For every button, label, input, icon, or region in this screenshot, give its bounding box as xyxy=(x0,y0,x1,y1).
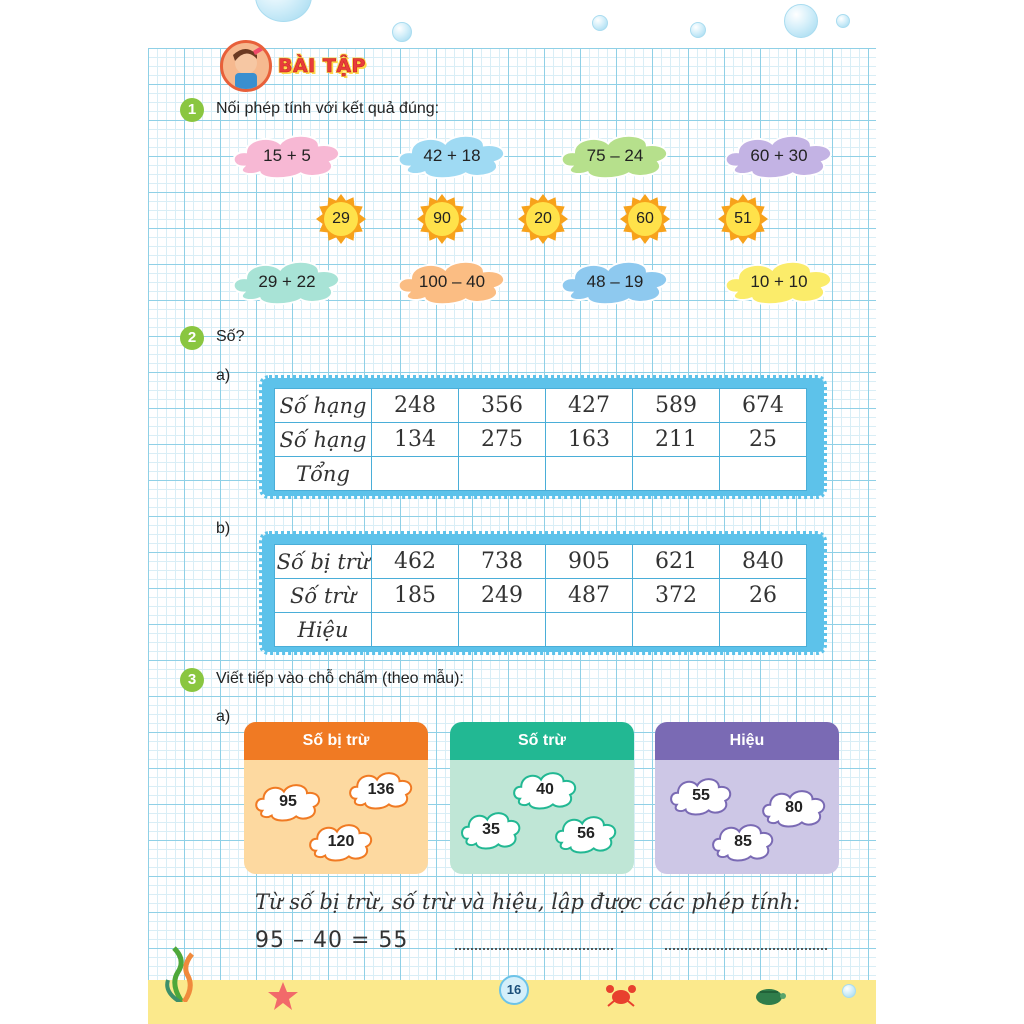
number-cloud-label: 80 xyxy=(785,799,803,816)
table-cell: 589 xyxy=(633,389,720,423)
part-b-label: b) xyxy=(216,520,231,537)
box-body xyxy=(244,760,428,874)
number-cloud-label: 120 xyxy=(327,833,355,850)
bubble-decoration xyxy=(784,4,818,38)
number-cloud xyxy=(669,776,733,816)
number-cloud-label: 136 xyxy=(367,781,395,798)
number-cloud-label: 56 xyxy=(577,825,595,842)
table-cell: 249 xyxy=(459,579,546,613)
number-cloud xyxy=(348,770,414,810)
number-cloud xyxy=(460,810,522,850)
seaweed-icon xyxy=(160,944,204,1002)
question-number-1: 1 xyxy=(180,98,204,122)
row-header: Số trừ xyxy=(275,579,372,613)
table-cell: 738 xyxy=(459,545,546,579)
row-header: Số bị trừ xyxy=(275,545,372,579)
row-header: Hiệu xyxy=(275,613,372,647)
instruction-sentence: Từ số bị trừ, số trừ và hiệu, lập được các phép tính: xyxy=(255,890,801,914)
sun-result[interactable] xyxy=(417,194,467,244)
number-cloud xyxy=(554,814,618,854)
table-cell: 905 xyxy=(546,545,633,579)
operation-cloud xyxy=(395,132,509,180)
table-row xyxy=(275,613,807,647)
table-row xyxy=(275,545,807,579)
section-title: BÀI TẬP xyxy=(278,55,366,77)
table-cell: 211 xyxy=(633,423,720,457)
operation-cloud-label: 29 + 22 xyxy=(258,272,316,291)
sun-result-label: 51 xyxy=(734,210,752,227)
table-row xyxy=(275,389,807,423)
number-cloud-label: 55 xyxy=(692,787,710,804)
example-equation: 95 – 40 = 55 xyxy=(255,928,409,953)
answer-cell[interactable] xyxy=(633,613,720,647)
answer-cell[interactable] xyxy=(459,613,546,647)
table-cell: 163 xyxy=(546,423,633,457)
answer-line-2[interactable] xyxy=(665,948,827,950)
difference-table xyxy=(274,544,807,647)
answer-cell[interactable] xyxy=(459,457,546,491)
question-3-prompt: Viết tiếp vào chỗ chấm (theo mẫu): xyxy=(216,670,464,687)
sun-result-label: 90 xyxy=(433,210,451,227)
box-body xyxy=(450,760,634,874)
table-cell: 26 xyxy=(720,579,807,613)
number-cloud-label: 35 xyxy=(482,821,500,838)
table-cell: 427 xyxy=(546,389,633,423)
answer-cell[interactable] xyxy=(372,457,459,491)
sum-table xyxy=(274,388,807,491)
operation-cloud xyxy=(558,132,672,180)
answer-cell[interactable] xyxy=(720,457,807,491)
bubble-decoration xyxy=(255,0,312,22)
operation-cloud-label: 42 + 18 xyxy=(423,146,481,165)
operation-cloud-label: 10 + 10 xyxy=(750,272,808,291)
answer-cell[interactable] xyxy=(372,613,459,647)
number-box xyxy=(450,722,634,874)
operation-cloud xyxy=(395,258,509,306)
table-cell: 356 xyxy=(459,389,546,423)
number-box xyxy=(655,722,839,874)
row-header: Số hạng xyxy=(275,423,372,457)
bubble-decoration xyxy=(592,15,608,31)
table-cell: 674 xyxy=(720,389,807,423)
table-cell: 248 xyxy=(372,389,459,423)
operation-cloud xyxy=(230,258,344,306)
operation-cloud-label: 60 + 30 xyxy=(750,146,808,165)
number-cloud-label: 85 xyxy=(734,833,752,850)
starfish-icon xyxy=(268,982,298,1010)
operation-cloud-label: 100 – 40 xyxy=(418,272,486,291)
table-row xyxy=(275,423,807,457)
bubble-decoration xyxy=(392,22,412,42)
operation-cloud-label: 48 – 19 xyxy=(586,272,644,291)
operation-cloud xyxy=(558,258,672,306)
table-row xyxy=(275,579,807,613)
sun-result[interactable] xyxy=(718,194,768,244)
crab-icon xyxy=(605,983,637,1007)
question-number-3: 3 xyxy=(180,668,204,692)
sun-result-label: 60 xyxy=(636,210,654,227)
operation-cloud xyxy=(722,132,836,180)
operation-cloud-label: 75 – 24 xyxy=(586,146,644,165)
row-header: Số hạng xyxy=(275,389,372,423)
sun-result-label: 29 xyxy=(332,210,350,227)
operation-cloud xyxy=(722,258,836,306)
student-mascot-icon xyxy=(220,40,272,92)
operation-cloud-label: 15 + 5 xyxy=(263,146,311,165)
number-cloud xyxy=(308,822,374,862)
box-body xyxy=(655,760,839,874)
answer-cell[interactable] xyxy=(546,457,633,491)
number-cloud xyxy=(512,770,578,810)
turtle-icon xyxy=(752,984,786,1006)
question-2-prompt: Số? xyxy=(216,328,245,345)
number-cloud-label: 95 xyxy=(279,793,297,810)
answer-line-1[interactable] xyxy=(455,948,613,950)
bubble-decoration xyxy=(836,14,850,28)
number-cloud-label: 40 xyxy=(536,781,554,798)
table-cell: 462 xyxy=(372,545,459,579)
answer-cell[interactable] xyxy=(720,613,807,647)
question-number-2: 2 xyxy=(180,326,204,350)
number-box xyxy=(244,722,428,874)
row-header: Tổng xyxy=(275,457,372,491)
sun-result-label: 20 xyxy=(534,210,552,227)
table-cell: 25 xyxy=(720,423,807,457)
page-number: 16 xyxy=(499,975,529,1005)
box-title: Số bị trừ xyxy=(244,722,428,760)
box-title: Số trừ xyxy=(450,722,634,760)
table-cell: 372 xyxy=(633,579,720,613)
operation-cloud xyxy=(230,132,344,180)
answer-cell[interactable] xyxy=(633,457,720,491)
box-title: Hiệu xyxy=(655,722,839,760)
sun-result[interactable] xyxy=(316,194,366,244)
answer-cell[interactable] xyxy=(546,613,633,647)
part-a-label: a) xyxy=(216,367,231,384)
table-cell: 275 xyxy=(459,423,546,457)
bubble-decoration xyxy=(842,984,856,998)
number-cloud xyxy=(254,782,322,822)
table-cell: 185 xyxy=(372,579,459,613)
table-cell: 840 xyxy=(720,545,807,579)
q3-part-a-label: a) xyxy=(216,708,231,725)
table-cell: 487 xyxy=(546,579,633,613)
table-cell: 621 xyxy=(633,545,720,579)
table-row xyxy=(275,457,807,491)
number-cloud xyxy=(711,822,775,862)
question-1-prompt: Nối phép tính với kết quả đúng: xyxy=(216,100,440,117)
sun-result[interactable] xyxy=(620,194,670,244)
table-cell: 134 xyxy=(372,423,459,457)
bubble-decoration xyxy=(690,22,706,38)
sun-result[interactable] xyxy=(518,194,568,244)
